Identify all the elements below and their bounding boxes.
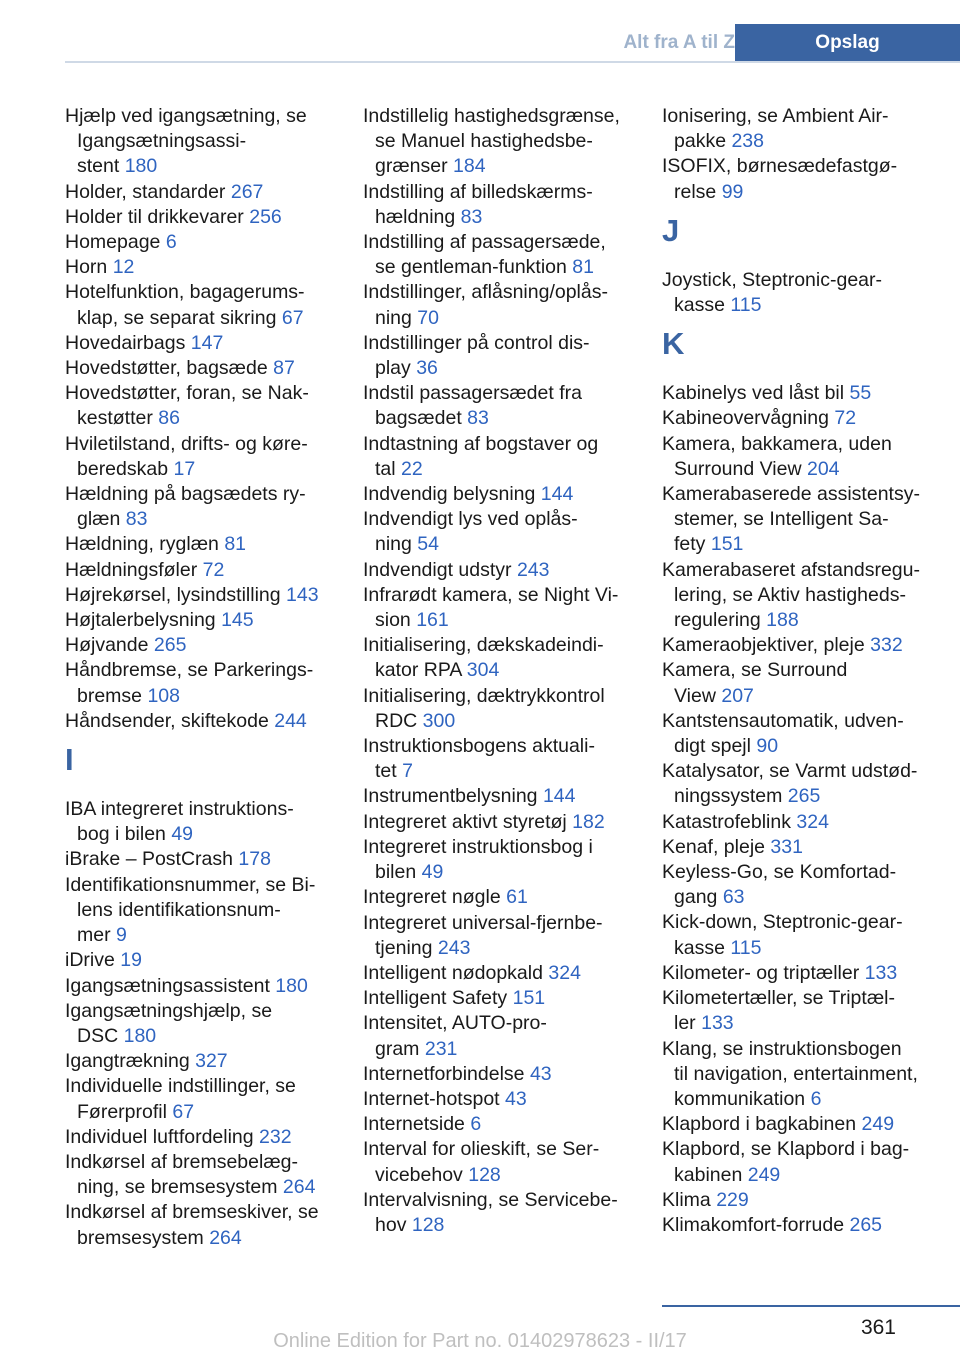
index-entry: [363, 986, 648, 1011]
page-reference-link[interactable]: 264: [209, 1226, 242, 1249]
index-entry: [662, 154, 954, 204]
index-entry: [662, 406, 954, 431]
index-entry-text: Internet-hotspot: [363, 1087, 506, 1110]
index-entry: [662, 759, 954, 809]
index-entry-text: Intensitet, AUTO-pro-: [363, 1012, 547, 1035]
index-letter-heading: K: [662, 326, 685, 362]
index-entry-text: kabinen: [674, 1163, 748, 1186]
index-entry-text: vicebehov: [375, 1163, 469, 1186]
index-entry: [662, 381, 954, 406]
page-reference-link[interactable]: 133: [701, 1012, 734, 1035]
page-reference-link[interactable]: 207: [721, 684, 754, 707]
index-entry: [662, 986, 954, 1036]
page-reference-link[interactable]: 54: [417, 533, 439, 556]
index-entry-text: stent: [77, 155, 125, 178]
index-entry-text: play: [375, 357, 417, 380]
index-entry: [662, 482, 954, 558]
page-reference-link[interactable]: 17: [173, 457, 196, 480]
page-reference-link[interactable]: 327: [195, 1050, 228, 1073]
index-entry-text: grænser: [375, 155, 454, 178]
index-entry: [65, 255, 345, 280]
index-entry-text: digt spejl: [674, 735, 757, 758]
page-reference-link[interactable]: 249: [747, 1163, 781, 1186]
page-reference-link[interactable]: 81: [224, 533, 247, 556]
page-reference-link[interactable]: 182: [572, 810, 605, 833]
index-entry: [363, 1087, 648, 1112]
page-reference-link[interactable]: 6: [165, 231, 177, 254]
index-entry-text: Initialisering, dæktrykkontrol: [363, 684, 605, 707]
index-entry-text: Integreret nøgle: [363, 886, 507, 909]
page-reference-link[interactable]: 128: [468, 1163, 501, 1186]
index-entry-text: Kilometertæller, se Triptæl-: [662, 987, 895, 1010]
page-reference-link[interactable]: 81: [572, 256, 594, 279]
page-reference-link[interactable]: 9: [116, 924, 127, 947]
index-entry-text: Identifikationsnummer, se Bi-: [65, 873, 316, 896]
page-reference-link[interactable]: 256: [249, 205, 282, 228]
index-entry-text: Integreret aktivt styretøj: [363, 810, 573, 833]
page-reference-link[interactable]: 90: [756, 735, 779, 758]
index-entry: [363, 482, 648, 507]
page-reference-link[interactable]: 243: [516, 558, 550, 581]
index-entry-text: Kameraobjektiver, pleje: [662, 634, 871, 657]
page-reference-link[interactable]: 180: [123, 1024, 157, 1047]
index-entry-text: Individuelle indstillinger, se: [65, 1075, 296, 1098]
index-entry-text: Keyless-Go, se Komfortad-: [662, 861, 897, 884]
index-entry: [363, 1062, 648, 1087]
index-entry: [363, 1137, 648, 1187]
index-entry-text: Kenaf, pleje: [662, 835, 771, 858]
index-entry-text: Indvendigt lys ved oplås-: [363, 508, 578, 531]
page-reference-link[interactable]: 144: [542, 785, 576, 808]
index-entry-text: Kabineovervågning: [662, 407, 835, 430]
page-reference-link[interactable]: 99: [721, 180, 744, 203]
index-entry: [65, 974, 345, 999]
page-reference-link[interactable]: 178: [238, 848, 271, 871]
index-entry-text: Kilometer- og triptæller: [662, 961, 865, 984]
index-entry: [65, 847, 345, 872]
page-reference-link[interactable]: 83: [460, 205, 483, 228]
index-entry-text: Indkørsel af bremsebelæg-: [65, 1150, 299, 1173]
page-reference-link[interactable]: 115: [730, 294, 762, 317]
index-entry: [65, 1200, 345, 1250]
index-entry-text: hov: [375, 1213, 412, 1236]
index-entry: [363, 810, 648, 835]
page-reference-link[interactable]: 61: [506, 886, 528, 909]
index-entry-text: Hældningsføler: [65, 558, 203, 581]
index-entry-text: mer: [77, 924, 116, 947]
index-entry-text: Hotelfunktion, bagagerums-: [65, 281, 305, 304]
index-entry-text: tjening: [375, 936, 438, 959]
page-reference-link[interactable]: 180: [275, 974, 308, 997]
index-entry-text: Ionisering, se Ambient Air-: [662, 105, 889, 127]
index-entry-text: Kabinelys ved låst bil: [662, 382, 850, 405]
index-entry: [662, 835, 954, 860]
index-entry: [662, 810, 954, 835]
index-entry: [662, 910, 954, 960]
page-reference-link[interactable]: 133: [864, 961, 898, 984]
index-entry: [363, 230, 648, 280]
page-reference-link[interactable]: 6: [470, 1113, 482, 1136]
index-entry-text: sion: [375, 609, 417, 632]
page-number-rule: [662, 1305, 960, 1307]
page-reference-link[interactable]: 324: [796, 810, 829, 833]
index-entry-text: kasse: [674, 936, 731, 959]
index-entry-text: gang: [674, 886, 723, 909]
page-reference-link[interactable]: 231: [424, 1037, 458, 1060]
page-reference-link[interactable]: 128: [411, 1213, 445, 1236]
index-entry: [65, 280, 345, 330]
page-reference-link[interactable]: 36: [416, 357, 438, 380]
page-reference-link[interactable]: 229: [716, 1188, 749, 1211]
page-reference-link[interactable]: 83: [125, 508, 148, 531]
index-entry-text: tal: [375, 457, 402, 480]
page-reference-link[interactable]: 143: [286, 583, 319, 606]
index-entry-text: Klapbord, se Klapbord i bag-: [662, 1138, 910, 1161]
index-entry-text: Indstillinger på control dis-: [363, 331, 590, 354]
page-reference-link[interactable]: 249: [861, 1113, 895, 1136]
index-entry-text: Indvendig belysning: [363, 483, 541, 506]
index-entry: [65, 331, 345, 356]
index-entry-text: kommunikation: [674, 1087, 811, 1110]
page-reference-link[interactable]: 145: [221, 609, 254, 632]
index-entry: [65, 482, 345, 532]
index-entry: [662, 1137, 954, 1187]
index-entry: [363, 558, 648, 583]
index-entry-text: Højvande: [65, 634, 154, 657]
index-entry-text: Indstilling af billedskærms-: [363, 180, 593, 203]
index-column-3: [662, 104, 954, 1238]
index-entry: [65, 104, 345, 180]
index-entry-text: Indstil passagersædet fra: [363, 382, 582, 405]
index-entry: [363, 684, 648, 734]
index-letter-heading: I: [65, 742, 74, 778]
index-entry: [65, 180, 345, 205]
index-entry: [65, 633, 345, 658]
index-entry-text: bremsesystem: [77, 1226, 210, 1249]
page-reference-link[interactable]: 7: [402, 760, 413, 783]
index-entry: [662, 104, 954, 154]
index-entry-text: glæn: [77, 508, 126, 531]
page-number: 361: [860, 1316, 896, 1339]
index-entry: [363, 280, 648, 330]
index-entry-text: Internetforbindelse: [363, 1062, 530, 1085]
index-entry: [662, 268, 954, 318]
index-entry-text: Horn: [65, 256, 113, 279]
index-entry-text: Individuel luftfordeling: [65, 1125, 260, 1148]
index-entry-text: RDC: [375, 709, 423, 732]
index-entry-text: iDrive: [65, 949, 121, 972]
page-reference-link[interactable]: 238: [731, 130, 764, 153]
index-entry: [65, 205, 345, 230]
index-entry: [363, 507, 648, 557]
index-entry-text: Indvendigt udstyr: [363, 558, 517, 581]
section-title: Alt fra A til Z: [623, 32, 735, 53]
index-entry: [363, 835, 648, 885]
page-reference-link[interactable]: 243: [437, 936, 471, 959]
page-reference-link[interactable]: 184: [453, 155, 486, 178]
index-entry-text: ning: [375, 306, 418, 329]
page-reference-link[interactable]: 232: [259, 1125, 292, 1148]
page-reference-link[interactable]: 300: [422, 709, 456, 732]
index-entry: [65, 532, 345, 557]
index-entry-text: bilen: [375, 861, 422, 884]
index-entry-text: Højrekørsel, lysindstilling: [65, 583, 287, 606]
index-entry-text: Kamerabaserede assistentsy-: [662, 483, 920, 506]
index-entry-text: Intelligent nødopkald: [363, 961, 549, 984]
page-reference-link[interactable]: 43: [529, 1062, 552, 1085]
index-entry-text: relse: [674, 180, 722, 203]
index-entry-text: Joystick, Steptronic-gear-: [662, 268, 882, 291]
page-reference-link[interactable]: 265: [787, 785, 821, 808]
page-reference-link[interactable]: 49: [171, 823, 194, 846]
index-entry-text: Igangsætningsassi-: [77, 130, 247, 153]
index-entry-text: ningssystem: [674, 785, 788, 808]
index-entry: [662, 633, 954, 658]
page-reference-link[interactable]: 180: [124, 155, 158, 178]
index-entry-text: Hjælp ved igangsætning, se: [65, 105, 307, 127]
index-entry-text: Hældning, ryglæn: [65, 533, 225, 556]
index-entry-text: Igangsætningshjælp, se: [65, 999, 273, 1022]
index-entry-text: Indkørsel af bremseskiver, se: [65, 1201, 319, 1224]
index-entry-text: se gentleman-funktion: [375, 256, 573, 279]
index-entry: [662, 558, 954, 634]
page-reference-link[interactable]: 63: [722, 886, 745, 909]
page-reference-link[interactable]: 267: [230, 180, 264, 203]
page-reference-link[interactable]: 151: [710, 533, 744, 556]
page-reference-link[interactable]: 147: [190, 331, 224, 354]
index-entry-text: ning: [375, 533, 418, 556]
index-entry-text: pakke: [674, 130, 732, 153]
index-entry-text: bremse: [77, 684, 148, 707]
index-entry-text: Holder til drikkevarer: [65, 205, 250, 228]
index-entry-text: Interval for olieskift, se Ser-: [363, 1138, 600, 1161]
index-entry: [65, 558, 345, 583]
index-entry-text: iBrake – PostCrash: [65, 848, 239, 871]
index-entry-text: Hovedstøtter, foran, se Nak-: [65, 382, 309, 405]
index-entry-text: Hovedstøtter, bagsæde: [65, 357, 274, 380]
index-entry-text: Klang, se instruktionsbogen: [662, 1037, 902, 1060]
index-entry: [363, 633, 648, 683]
page-reference-link[interactable]: 67: [281, 306, 304, 329]
index-entry-text: Igangsætningsassistent: [65, 974, 276, 997]
index-entry-text: Igangtrækning: [65, 1050, 196, 1073]
index-entry-text: gram: [375, 1037, 425, 1060]
page-reference-link[interactable]: 332: [870, 634, 903, 657]
index-entry: [363, 180, 648, 230]
index-entry: [65, 948, 345, 973]
index-entry: [65, 873, 345, 949]
index-entry: [662, 961, 954, 986]
index-entry: [65, 658, 345, 708]
page-reference-link[interactable]: 324: [548, 961, 581, 984]
index-entry-text: Indstillinger, aflåsning/oplås-: [363, 281, 608, 304]
index-entry-text: ning, se bremsesystem: [77, 1176, 283, 1199]
index-column-2: [363, 104, 648, 1238]
index-entry: [363, 104, 648, 180]
page-reference-link[interactable]: 115: [730, 936, 762, 959]
page-reference-link[interactable]: 204: [806, 457, 840, 480]
index-entry-text: se Manuel hastighedsbe-: [375, 130, 593, 153]
index-entry-text: til navigation, entertainment,: [674, 1062, 918, 1085]
index-entry-text: Indtastning af bogstaver og: [363, 432, 599, 455]
page-reference-link[interactable]: 144: [540, 483, 574, 506]
page-reference-link[interactable]: 161: [416, 609, 449, 632]
index-entry: [363, 784, 648, 809]
index-entry-text: Indstillelig hastighedsgrænse,: [363, 105, 620, 127]
index-column-1: [65, 104, 345, 1251]
index-entry-text: Indstilling af passagersæde,: [363, 231, 606, 254]
index-entry-text: Kamera, bakkamera, uden: [662, 432, 892, 455]
index-entry-text: Integreret universal-fjernbe-: [363, 911, 603, 934]
index-entry-text: kator RPA: [375, 659, 467, 682]
page-reference-link[interactable]: 87: [273, 357, 295, 380]
page-reference-link[interactable]: 151: [512, 987, 546, 1010]
index-entry-text: Instrumentbelysning: [363, 785, 543, 808]
page-reference-link[interactable]: 22: [401, 457, 423, 480]
page-reference-link[interactable]: 265: [849, 1213, 883, 1236]
index-entry-text: Håndbremse, se Parkerings-: [65, 659, 314, 682]
index-entry-text: Homepage: [65, 231, 166, 254]
index-entry: [662, 1213, 954, 1238]
index-entry-text: Katalysator, se Varmt udstød-: [662, 760, 918, 783]
page-reference-link[interactable]: 67: [172, 1100, 195, 1123]
index-entry-text: Kamerabaseret afstandsregu-: [662, 558, 920, 581]
page-reference-link[interactable]: 331: [770, 835, 803, 858]
index-entry-text: tet: [375, 760, 403, 783]
index-entry: [65, 608, 345, 633]
index-entry-text: Højtalerbelysning: [65, 609, 222, 632]
page-reference-link[interactable]: 244: [274, 709, 307, 732]
index-entry-text: DSC: [77, 1024, 124, 1047]
index-entry-text: Surround View: [674, 457, 807, 480]
index-entry-text: kasse: [674, 294, 731, 317]
index-entry-text: Internetside: [363, 1113, 471, 1136]
index-entry-text: lens identifikationsnum-: [77, 898, 281, 921]
index-entry-text: ler: [674, 1012, 702, 1035]
page-reference-link[interactable]: 55: [849, 382, 872, 405]
index-entry: [363, 961, 648, 986]
index-entry: [65, 230, 345, 255]
index-entry-text: Hovedairbags: [65, 331, 191, 354]
index-entry-text: Hældning på bagsædets ry-: [65, 483, 306, 506]
index-entry: [662, 658, 954, 708]
index-entry: [65, 356, 345, 381]
index-entry-text: Kick-down, Steptronic-gear-: [662, 911, 903, 934]
index-entry-text: Initialisering, dækskadeindi-: [363, 634, 604, 657]
index-entry-text: Håndsender, skiftekode: [65, 709, 275, 732]
index-entry: [363, 583, 648, 633]
index-entry: [363, 734, 648, 784]
page-reference-link[interactable]: 12: [112, 256, 135, 279]
index-entry-text: Integreret instruktionsbog i: [363, 835, 593, 858]
index-entry: [662, 709, 954, 759]
page-reference-link[interactable]: 108: [147, 684, 180, 707]
index-entry-text: Klapbord i bagkabinen: [662, 1113, 862, 1136]
page-reference-link[interactable]: 72: [834, 407, 857, 430]
index-entry-text: Infrarødt kamera, se Night Vi-: [363, 583, 619, 606]
index-entry: [662, 1112, 954, 1137]
index-entry: [65, 583, 345, 608]
index-entry-text: regulering: [674, 609, 767, 632]
index-entry-text: hældning: [375, 205, 461, 228]
index-entry-text: Klimakomfort-forrude: [662, 1213, 850, 1236]
page-reference-link[interactable]: 86: [158, 407, 180, 430]
index-entry: [662, 860, 954, 910]
index-entry: [363, 885, 648, 910]
index-entry: [363, 1112, 648, 1137]
index-entry: [363, 381, 648, 431]
page-reference-link[interactable]: 304: [466, 659, 500, 682]
index-entry: [363, 1188, 648, 1238]
footer-edition: Online Edition for Part no. 01402978623 - II/17: [273, 1330, 687, 1352]
header-rule: [65, 61, 960, 63]
index-entry: [363, 911, 648, 961]
page-reference-link[interactable]: 265: [153, 634, 187, 657]
page-reference-link[interactable]: 19: [120, 949, 142, 972]
index-entry-text: Kantstensautomatik, udven-: [662, 709, 904, 732]
index-entry-text: Katastrofeblink: [662, 810, 797, 833]
index-entry: [662, 432, 954, 482]
page-reference-link[interactable]: 43: [505, 1087, 527, 1110]
page-reference-link[interactable]: 49: [421, 861, 444, 884]
index-entry-text: ISOFIX, børnesædefastgø-: [662, 155, 898, 178]
page-reference-link[interactable]: 188: [766, 609, 799, 632]
index-entry-text: Instruktionsbogens aktuali-: [363, 735, 595, 758]
page-reference-link[interactable]: 264: [282, 1176, 316, 1199]
index-entry-text: stemer, se Intelligent Sa-: [674, 508, 889, 531]
index-entry: [65, 709, 345, 734]
index-entry-text: Kamera, se Surround: [662, 659, 848, 682]
index-entry-text: Klima: [662, 1188, 717, 1211]
index-entry-text: Intelligent Safety: [363, 987, 513, 1010]
page-reference-link[interactable]: 70: [417, 306, 439, 329]
index-entry-text: View: [674, 684, 722, 707]
index-entry-text: lering, se Aktiv hastigheds-: [674, 583, 906, 606]
index-entry: [65, 1049, 345, 1074]
page-reference-link[interactable]: 6: [810, 1087, 822, 1110]
index-entry: [65, 1074, 345, 1124]
index-entry-text: Hviletilstand, drifts- og køre-: [65, 432, 308, 455]
index-entry: [662, 1188, 954, 1213]
index-entry: [65, 797, 345, 847]
index-entry: [363, 331, 648, 381]
index-entry-text: IBA integreret instruktions-: [65, 798, 294, 821]
index-entry: [65, 1125, 345, 1150]
index-entry: [363, 432, 648, 482]
index-entry-text: kestøtter: [77, 407, 159, 430]
index-letter-heading: J: [662, 212, 680, 248]
index-entry-text: Holder, standarder: [65, 180, 231, 203]
index-entry: [65, 432, 345, 482]
page-reference-link[interactable]: 83: [467, 407, 489, 430]
index-entry: [65, 999, 345, 1049]
index-entry-text: bog i bilen: [77, 823, 172, 846]
page-reference-link[interactable]: 72: [202, 558, 225, 581]
index-entry-text: Førerprofil: [77, 1100, 173, 1123]
index-entry: [65, 381, 345, 431]
index-entry: [662, 1037, 954, 1113]
index-entry: [363, 1011, 648, 1061]
index-entry-text: Intervalvisning, se Servicebe-: [363, 1188, 618, 1211]
index-entry-text: klap, se separat sikring: [77, 306, 282, 329]
index-entry-text: fety: [674, 533, 711, 556]
index-entry-text: beredskab: [77, 457, 174, 480]
index-entry-text: bagsædet: [375, 407, 468, 430]
active-tab: Opslag: [735, 24, 960, 61]
index-entry: [65, 1150, 345, 1200]
